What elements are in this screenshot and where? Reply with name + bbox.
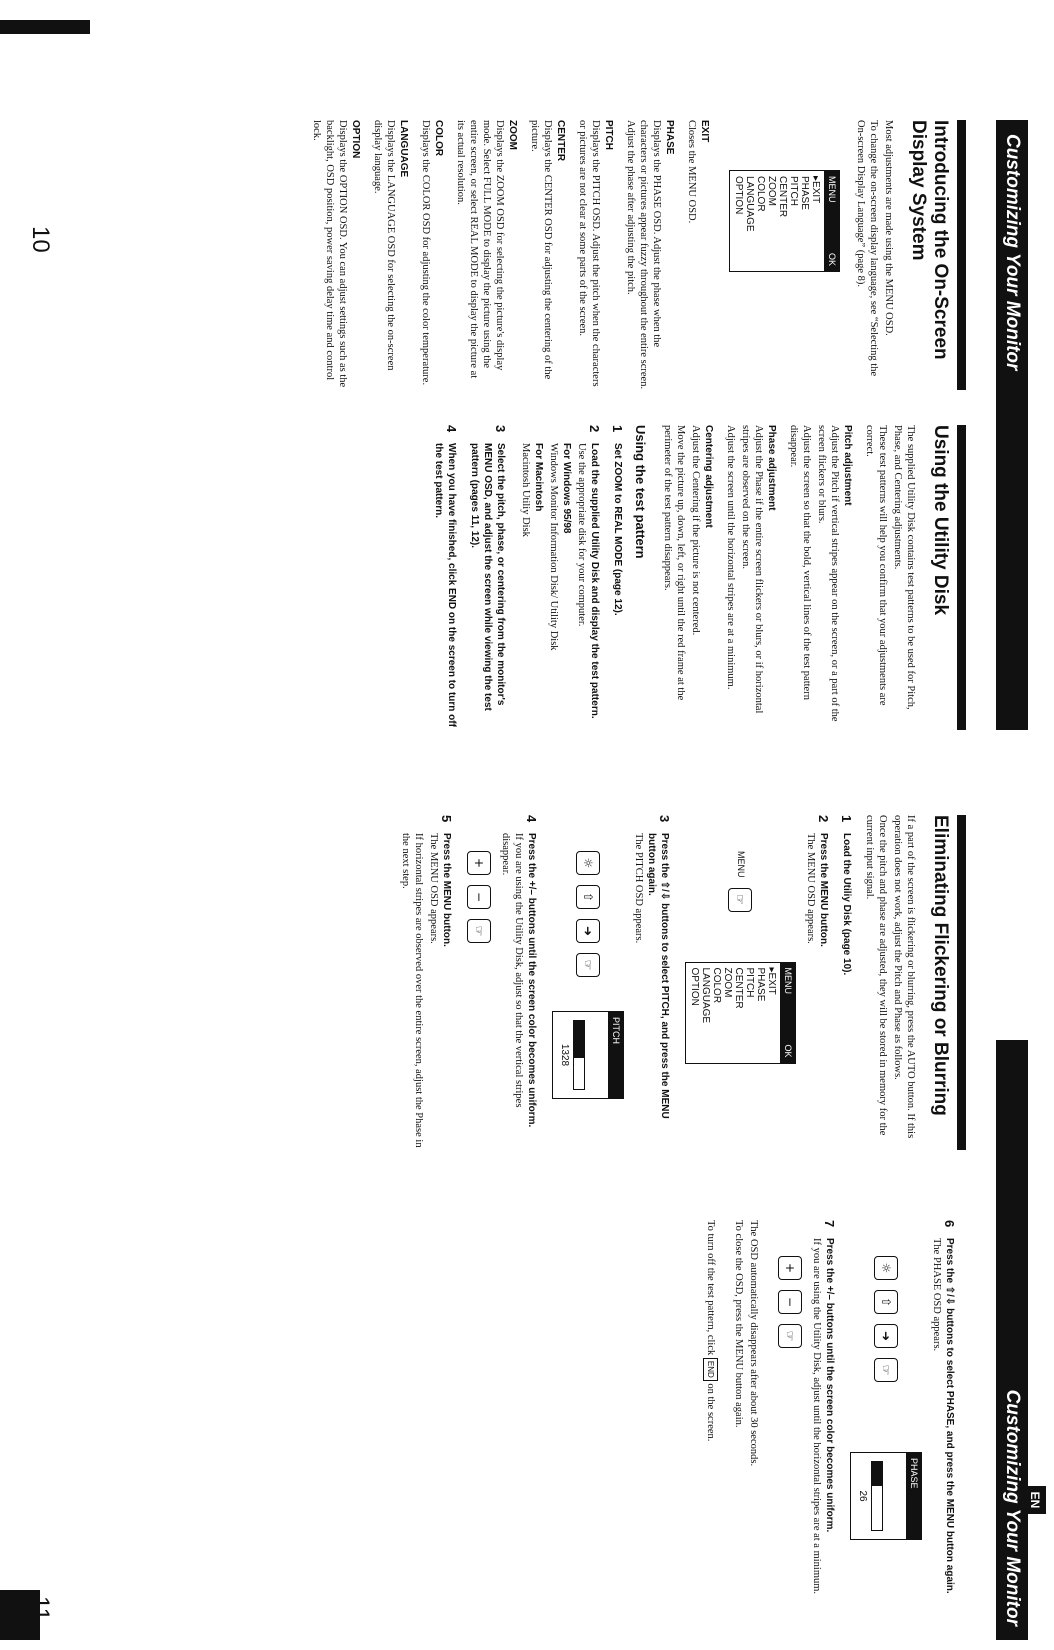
phase-osd-header xyxy=(906,1453,921,1539)
menu-osd-diagram xyxy=(685,962,796,1064)
flicker-step xyxy=(397,815,453,1150)
step-number: 6 xyxy=(942,1220,957,1228)
os-mac-desc: Macintosh Utiliy Disk xyxy=(520,443,531,537)
menu-osd-header xyxy=(780,963,795,1063)
phase-column xyxy=(701,1220,966,1630)
hand-press-icon: ☞ xyxy=(576,953,600,977)
flicker-step xyxy=(548,815,671,1150)
pitch-adjust-text: Adjust the screen so that the bold, vertical lines of the test pattern disappear. xyxy=(788,425,812,700)
step-heading: Press the ⇧/⇩ buttons to select PHASE, and press the MENU button again. xyxy=(944,1238,955,1594)
phase-osd-title: PHASE xyxy=(909,1458,919,1489)
menu-osd-item: CENTER xyxy=(733,967,744,1009)
phase-step xyxy=(774,1220,836,1630)
minus-button-icon: − xyxy=(467,885,491,909)
centering-adjust-title: Centering adjustment xyxy=(703,425,714,528)
utility-step xyxy=(611,425,624,730)
intro-paragraph: To change the on-screen display language, see “Selecting the On-screen Display Language” (page 8). xyxy=(855,120,879,377)
utility-title: Using the Utility Disk xyxy=(929,425,966,730)
arrow-right-icon: ➜ xyxy=(576,919,600,943)
menu-osd-item: PHASE xyxy=(799,176,810,210)
step-text: The PITCH OSD appears. xyxy=(633,833,644,944)
brightness-icon: ☼ xyxy=(576,851,600,875)
phase-level-bar xyxy=(871,1461,883,1531)
flicker-paragraph: If a part of the screen is flickering or blurring, press the AUTO button. If this operation does not work, adjust the Pitch and Phase as follows. xyxy=(892,815,916,1139)
end-note-post: on the screen. xyxy=(705,1383,716,1442)
step-heading: Load the Utiliy Disk (page 10). xyxy=(841,833,852,976)
menu-osd-item: LANGUAGE xyxy=(700,967,711,1024)
menu-press-figure xyxy=(685,851,796,1150)
term-desc: Displays the PITCH OSD. Adjust the pitch when the characters or pictures are not clear at some parts of the screen. xyxy=(577,120,601,387)
step-number: 7 xyxy=(822,1220,837,1228)
flicker-title: Eliminating Flickering or Blurring xyxy=(929,815,966,1150)
step-heading: Set ZOOM to REAL MODE (page 12). xyxy=(612,443,623,616)
language-tab: EN xyxy=(1024,1486,1046,1514)
os-windows-label: For Windows 95/98 xyxy=(561,443,572,534)
phase-value: 26 xyxy=(857,1490,868,1502)
note-text: To close the OSD, press the MENU button again. xyxy=(733,1220,744,1428)
flicker-step xyxy=(840,815,853,1150)
menu-osd-list xyxy=(730,171,824,271)
plus-button-icon: + xyxy=(467,851,491,875)
term-exit: EXIT xyxy=(699,120,710,143)
minus-button-icon: − xyxy=(778,1290,802,1314)
pitch-osd-diagram xyxy=(552,1011,624,1099)
end-key: END xyxy=(703,1358,718,1381)
step-text: If you are using the Utility Disk, adjust so that the vertical stripes disappear. xyxy=(500,833,524,1108)
arrow-right-icon: ➜ xyxy=(874,1324,898,1348)
hand-press-icon: ☞ xyxy=(467,919,491,943)
test-pattern-title: Using the test pattern xyxy=(633,425,648,559)
step-heading: When you have finished, click END on the screen to turn off the test pattern. xyxy=(433,443,457,727)
hand-press-icon: ☞ xyxy=(729,888,753,912)
menu-osd-list xyxy=(686,963,780,1063)
step-number: 2 xyxy=(587,425,602,433)
intro-title: Introducing the On-Screen Display System xyxy=(907,120,966,390)
phase-level-fill xyxy=(872,1462,882,1486)
utility-step xyxy=(432,425,458,730)
step-text: If you are using the Utility Disk, adjust until the horizontal stripes are at a minimum. xyxy=(811,1238,822,1595)
menu-osd-item: PITCH xyxy=(744,967,755,998)
brightness-icon: ☼ xyxy=(874,1256,898,1280)
phase-select-figure xyxy=(850,1256,922,1630)
menu-osd-item: OPTION xyxy=(689,967,700,1006)
utility-step xyxy=(468,425,507,730)
hand-press-icon: ☞ xyxy=(874,1358,898,1382)
term-phase: PHASE xyxy=(664,120,675,155)
menu-osd-item: LANGUAGE xyxy=(744,176,755,232)
step-number: 3 xyxy=(493,425,508,433)
note-text: The OSD automatically disappears after about 30 seconds. xyxy=(748,1220,759,1467)
intro-paragraph: Most adjustments are made using the MENU OSD. xyxy=(883,120,894,336)
menu-label: MENU xyxy=(736,851,746,878)
term-desc: Displays the LANGUAGE OSD for selecting the on-screen display language. xyxy=(372,120,396,371)
pitch-osd-header xyxy=(608,1012,623,1098)
step-heading: Press the +/– buttons until the screen color becomes uniform. xyxy=(824,1238,835,1533)
page-number-left: 10 xyxy=(27,226,54,253)
menu-osd-header xyxy=(824,171,839,271)
step-number: 5 xyxy=(439,815,454,823)
menu-osd-item: CENTER xyxy=(777,176,788,218)
up-down-button-icon: ⇧ xyxy=(874,1290,898,1314)
pitch-level-fill xyxy=(574,1021,584,1058)
step-number: 2 xyxy=(816,815,831,823)
term-zoom: ZOOM xyxy=(507,120,518,150)
term-desc: Closes the MENU OSD. xyxy=(686,120,697,224)
menu-osd-item: ZOOM xyxy=(766,176,777,206)
term-desc: Displays the PHASE OSD. Adjust the phase when the characters or pictures appear fuzzy throughout the entire screen. Adjust the phase after adjusting the pitch. xyxy=(625,120,662,390)
step-heading: Press the ⇧/⇩ buttons to select PITCH, and press the MENU button again. xyxy=(646,833,670,1119)
step-number: 1 xyxy=(839,815,854,823)
step-text: If horizontal stripes are observed over the entire screen, adjust the Phase in the next step. xyxy=(400,833,424,1148)
flicker-column xyxy=(397,815,966,1150)
term-desc: Displays the COLOR OSD for adjusting the color temperature. xyxy=(420,120,431,386)
menu-osd-ok: OK xyxy=(827,252,837,266)
pitch-adjust-title: Pitch adjustment xyxy=(842,425,853,506)
flicker-paragraph: Once the pitch and phase are adjusted, they will be stored in memory for the current input signal. xyxy=(864,815,888,1136)
menu-osd-item: COLOR xyxy=(755,176,766,212)
step-text: The MENU OSD appears. xyxy=(805,833,816,944)
right-section-banner: Customizing Your Monitor xyxy=(996,1040,1028,1640)
menu-osd-item: COLOR xyxy=(711,967,722,1004)
page-number-right: 11 xyxy=(27,1596,54,1621)
flicker-step xyxy=(681,815,830,1150)
menu-osd-item: PHASE xyxy=(755,967,766,1002)
intro-column xyxy=(308,120,966,390)
term-desc: Displays the OPTION OSD. You can adjust settings such as the backlight, OSD position, power saving delay time and control lock. xyxy=(311,120,348,388)
utility-paragraph: These test patterns will help you confirm that your adjustments are correct. xyxy=(864,425,888,706)
flicker-step xyxy=(463,815,538,1150)
step-number: 3 xyxy=(657,815,672,823)
utility-column xyxy=(432,425,966,730)
end-note-pre: To turn off the test pattern, click xyxy=(705,1220,716,1356)
menu-osd-title: MENU xyxy=(827,176,837,203)
term-desc: Displays the CENTER OSD for adjusting the centering of the picture. xyxy=(529,120,553,380)
menu-osd-item: ZOOM xyxy=(722,967,733,998)
term-pitch: PITCH xyxy=(603,120,614,150)
phase-adjust-text: Adjust the screen until the horizontal stripes are at a minimum. xyxy=(725,425,736,690)
term-desc: Displays the ZOOM OSD for selecting the picture's display mode. Select FULL MODE to display the picture using the entire screen, or select REAL MODE to display the picture at its actual resolution. xyxy=(455,120,505,379)
pitch-osd-title: PITCH xyxy=(611,1017,621,1044)
step-heading: Select the pitch, phase, or centering from the monitor's MENU OSD, and adjust the screen while viewing the test pattern (pages 11, 12). xyxy=(469,443,506,711)
step-number: 4 xyxy=(444,425,459,433)
phase-step xyxy=(846,1220,956,1630)
utility-paragraph: The supplied Utility Disk contains test patterns to be used for Pitch, Phase, and Centering adjustments. xyxy=(892,425,916,710)
phase-adjust-title: Phase adjustment xyxy=(766,425,777,511)
phase-adjust-text: Adjust the Phase if the entire screen flickers or blurs, or if horizontal stripes are observed on the screen. xyxy=(740,425,764,714)
term-option: OPTION xyxy=(350,120,361,159)
os-mac-label: For Macintosh xyxy=(533,443,544,512)
hand-press-icon: ☞ xyxy=(778,1324,802,1348)
menu-osd-item: PITCH xyxy=(788,176,799,206)
pitch-value: 1328 xyxy=(559,1043,570,1067)
step-text: The MENU OSD appears. xyxy=(428,833,439,944)
menu-osd-item: ▸EXIT xyxy=(810,176,821,204)
plus-button-icon: + xyxy=(778,1256,802,1280)
pitch-level-bar xyxy=(573,1020,585,1090)
pitch-select-figure xyxy=(552,851,624,1150)
menu-osd-item: OPTION xyxy=(733,176,744,215)
step-number: 1 xyxy=(610,425,625,433)
plus-minus-figure xyxy=(467,851,491,1150)
term-language: LANGUAGE xyxy=(398,120,409,178)
menu-osd-title: MENU xyxy=(783,967,793,994)
centering-adjust-text: Move the picture up, down, left, or right until the red frame at the perimeter of the test pattern disappears. xyxy=(662,425,686,701)
pitch-adjust-text: Adjust the Pitch if vertical stripes appear on the screen, or a part of the screen flickers or blurs. xyxy=(816,425,840,722)
centering-adjust-text: Adjust the Centering if the picture is not centered. xyxy=(690,425,701,636)
menu-osd-ok: OK xyxy=(783,1044,793,1058)
left-section-banner: Customizing Your Monitor xyxy=(996,120,1028,730)
plus-minus-figure xyxy=(778,1256,802,1630)
utility-step xyxy=(517,425,601,730)
step-heading: Press the +/– buttons until the screen color becomes uniform. xyxy=(526,833,537,1128)
step-text: The PHASE OSD appears. xyxy=(931,1238,942,1352)
step-heading: Load the supplied Utility Disk and display the test pattern. xyxy=(589,443,600,719)
up-down-button-icon: ⇧ xyxy=(576,885,600,909)
term-color: COLOR xyxy=(433,120,444,157)
menu-osd-item: ▸EXIT xyxy=(766,967,777,995)
step-heading: Press the MENU button. xyxy=(818,833,829,947)
end-note xyxy=(703,1220,718,1630)
menu-osd-diagram xyxy=(729,170,840,272)
step-text: Use the appropriate disk for your computer. xyxy=(576,443,587,627)
term-center: CENTER xyxy=(555,120,566,162)
step-heading: Press the MENU button. xyxy=(441,833,452,947)
phase-osd-diagram xyxy=(850,1452,922,1540)
os-windows-desc: Windows Monitor Information Disk/ Utility Disk xyxy=(548,443,559,651)
step-number: 4 xyxy=(524,815,539,823)
